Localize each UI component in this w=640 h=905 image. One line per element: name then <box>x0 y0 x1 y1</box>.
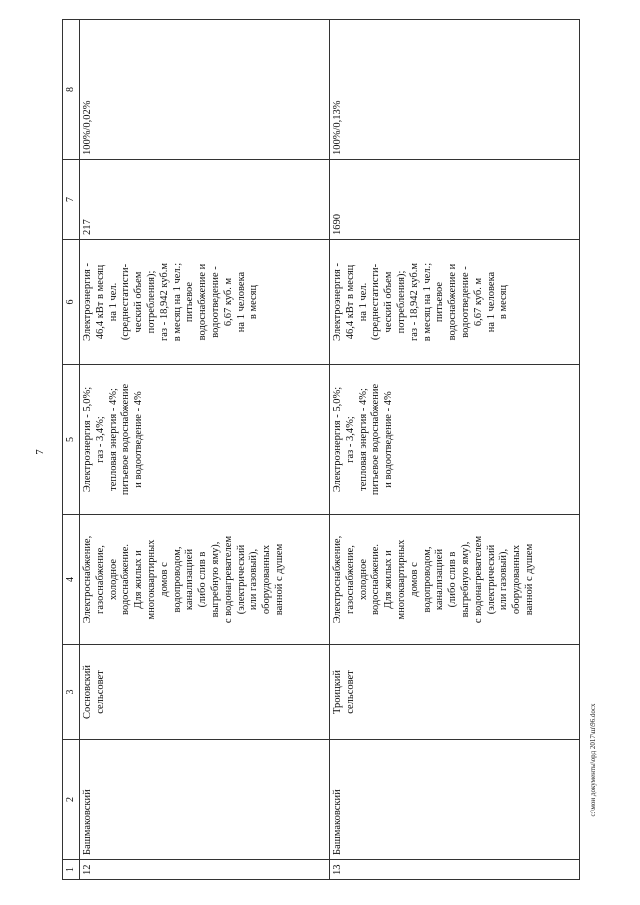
header-cell: 3 <box>63 645 80 740</box>
share-cell: 100%/0,02% <box>80 20 330 160</box>
district-cell: Башмаковский <box>330 740 580 860</box>
norms-cell: Электроэнергия - 46,4 кВт в месяц на 1 чел. (среднестатисти- ческий объем потребления); газ - 18,942 куб.м в месяц на 1 чел.; питьевое водоснабжение и водоотведение - 6,67 куб. м на 1 человека в месяц <box>80 240 330 365</box>
row-number: 13 <box>330 860 580 880</box>
table-header-row <box>63 20 80 880</box>
page-number: 7 <box>34 449 46 455</box>
population-cell: 1690 <box>330 160 580 240</box>
district-cell: Башмаковский <box>80 740 330 860</box>
council-cell: Сосновский сельсовет <box>80 645 330 740</box>
tariff-table <box>62 19 580 880</box>
header-cell: 4 <box>63 515 80 645</box>
population-cell: 217 <box>80 160 330 240</box>
table-row <box>80 20 330 880</box>
header-cell: 8 <box>63 20 80 160</box>
footer-file-path: c:\мои документы\орд 2017\ш\96.docx <box>589 703 597 817</box>
header-cell: 1 <box>63 860 80 880</box>
council-cell: Троицкий сельсовет <box>330 645 580 740</box>
norms-cell: Электроэнергия - 46,4 кВт в месяц на 1 чел. (среднестатисти- ческий объем потребления); газ - 18,942 куб.м в месяц на 1 чел.; питьевое водоснабжение и водоотведение - 6,67 куб. м на 1 человека в месяц <box>330 240 580 365</box>
rates-cell: Электроэнергия - 5,0%; газ - 3,4%; тепловая энергия - 4%; питьевое водоснабжение и водоотведение - 4% <box>330 365 580 515</box>
share-cell: 100%/0,13% <box>330 20 580 160</box>
header-cell: 6 <box>63 240 80 365</box>
table-row <box>330 20 580 880</box>
utilities-cell: Электроснабжение, газоснабжение, холодное водоснабжение. Для жилых и многоквартирных домов с водопроводом, канализацией (либо слив в выгребную яму), с водонагревателем (электрический или газовый), оборудованных ванной с душем <box>330 515 580 645</box>
header-cell: 5 <box>63 365 80 515</box>
header-cell: 2 <box>63 740 80 860</box>
rates-cell: Электроэнергия - 5,0%; газ - 3,4%; тепловая энергия - 4%; питьевое водоснабжение и водоотведение - 4% <box>80 365 330 515</box>
header-cell: 7 <box>63 160 80 240</box>
row-number: 12 <box>80 860 330 880</box>
utilities-cell: Электроснабжение, газоснабжение, холодное водоснабжение. Для жилых и многоквартирных домов с водопроводом, канализацией (либо слив в выгребную яму), с водонагревателем (электрический или газовый), оборудованных ванной с душем <box>80 515 330 645</box>
rotated-table-container <box>62 20 580 880</box>
